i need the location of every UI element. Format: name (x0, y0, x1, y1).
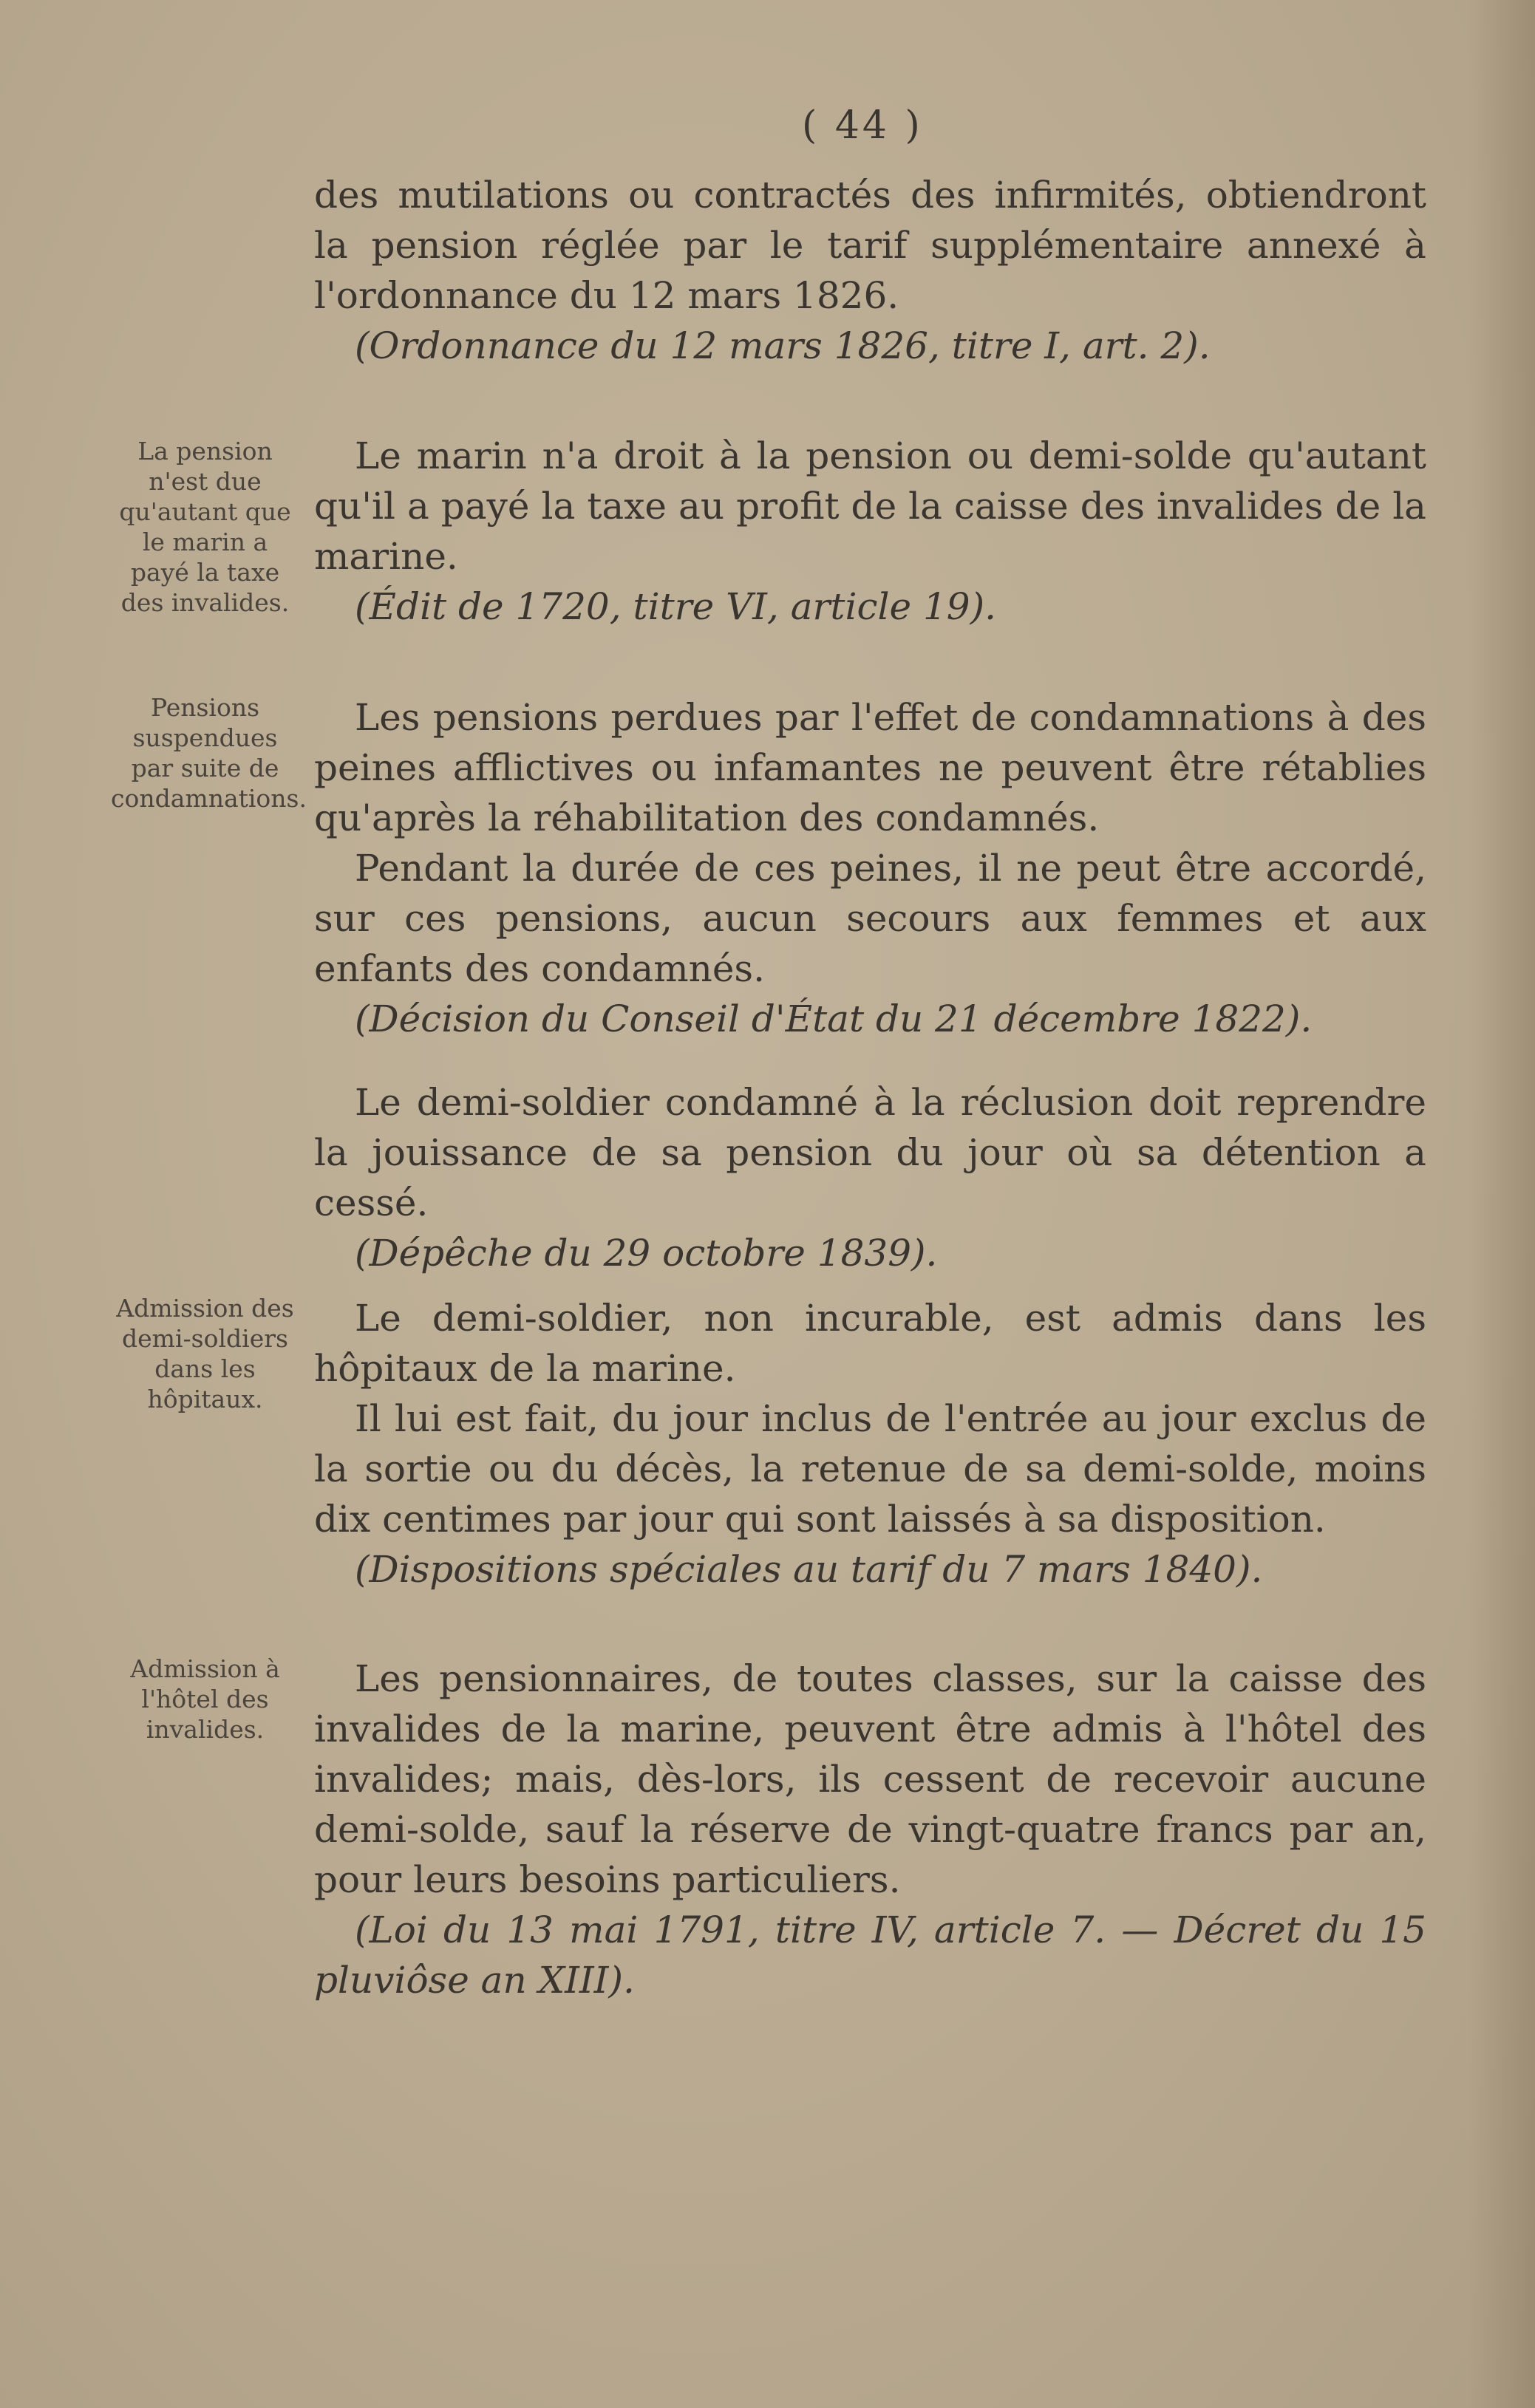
paragraph: Les pensions perdues par l'effet de condamnations à des peines afflictives ou infamantes ne peuvent être rétablies qu'après la réhabilitation des condamnés. (314, 696, 1426, 839)
text-block-droit-pension (314, 431, 1426, 632)
paragraph: Les pensionnaires, de toutes classes, sur la caisse des invalides de la marine, peuvent être admis à l'hôtel des invalides; mais, dès-lors, ils cessent de recevoir aucune demi-solde, sauf la réserve de vingt-quatre francs par an, pour leurs besoins particuliers. (314, 1657, 1426, 1901)
citation: (Dispositions spéciales au tarif du 7 mars 1840). (355, 1548, 1263, 1591)
page-number: ( 44 ) (802, 103, 923, 148)
paragraph: Le demi-soldier condamné à la réclusion doit reprendre la jouissance de sa pension du jour où sa détention a cessé. (314, 1081, 1426, 1224)
text-block-mutilations (314, 170, 1426, 371)
text-block-hopitaux (314, 1293, 1426, 1594)
page-edge-shadow (1468, 0, 1535, 2408)
paragraph: des mutilations ou contractés des infirmités, obtiendront la pension réglée par le tarif supplémentaire annexé à l'ordonnance du 12 mars 1826. (314, 174, 1426, 317)
paragraph: Pendant la durée de ces peines, il ne peut être accordé, sur ces pensions, aucun secours aux femmes et aux enfants des condamnés. (314, 847, 1426, 990)
paragraph: Il lui est fait, du jour inclus de l'entrée au jour exclus de la sortie ou du décès, la retenue de sa demi-solde, moins dix centimes par jour qui sont laissés à sa disposition. (314, 1397, 1426, 1541)
citation: (Ordonnance du 12 mars 1826, titre I, art. 2). (355, 324, 1211, 367)
margin-note-admission-hopitaux: Admission des demi-soldiers dans les hôpitaux. (116, 1294, 294, 1413)
citation: (Loi du 13 mai 1791, titre IV, article 7. — Décret du 15 pluviôse an XIII). (314, 1909, 1426, 2002)
text-block-reclusion (314, 1077, 1426, 1278)
text-block-hotel-invalides (314, 1654, 1426, 2005)
paragraph: Le marin n'a droit à la pension ou demi-solde qu'autant qu'il a payé la taxe au profit de la caisse des invalides de la marine. (314, 434, 1426, 578)
margin-note-admission-hotel: Admission à l'hôtel des invalides. (130, 1654, 280, 1744)
margin-note-pensions-suspendues: Pensions suspendues par suite de condamnations. (111, 693, 307, 813)
paragraph: Le demi-soldier, non incurable, est admis dans les hôpitaux de la marine. (314, 1297, 1426, 1390)
text-block-pensions-perdues (314, 692, 1426, 1044)
citation: (Décision du Conseil d'État du 21 décembre 1822). (355, 997, 1313, 1040)
citation: (Dépêche du 29 octobre 1839). (355, 1232, 938, 1275)
citation: (Édit de 1720, titre VI, article 19). (355, 585, 997, 628)
margin-note-pension-taxe: La pension n'est due qu'autant que le marin a payé la taxe des invalides. (119, 437, 291, 617)
